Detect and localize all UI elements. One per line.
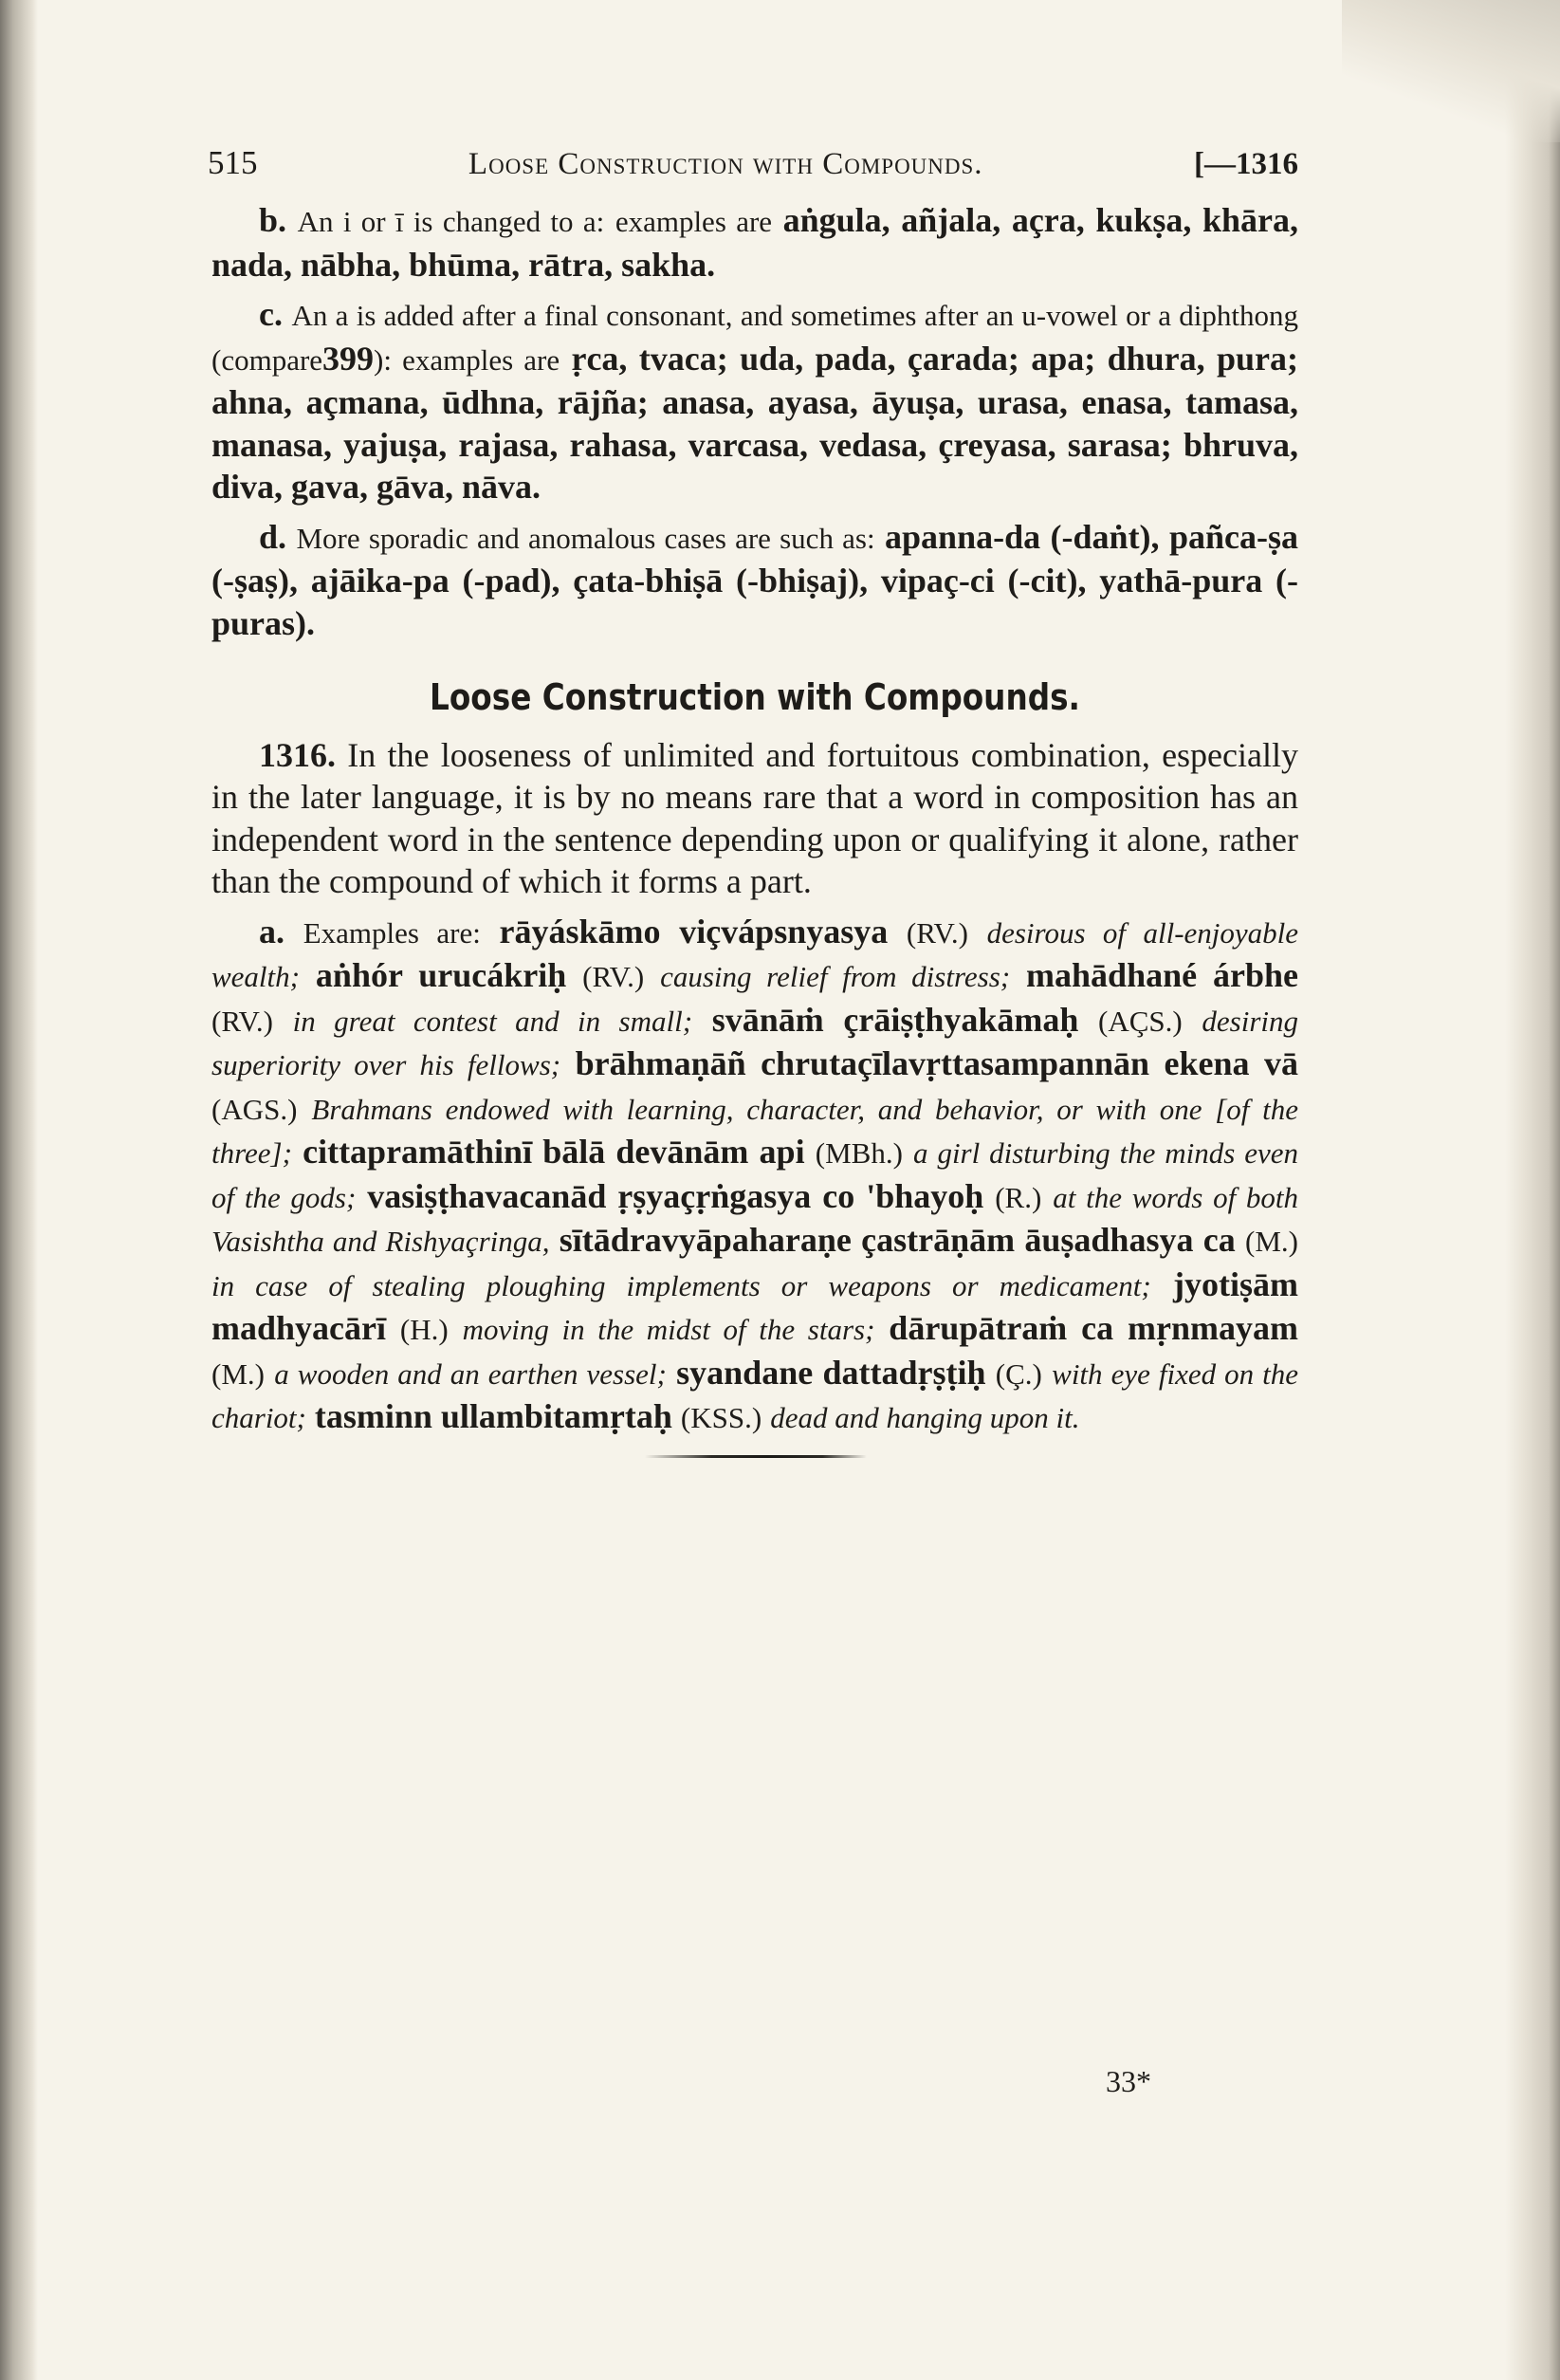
example-translation: desiring superiority over his fellows; <box>211 1004 1299 1081</box>
example-sanskrit: cittapramāthinī bālā devānām api <box>303 1133 805 1171</box>
example-sanskrit: aṅhór urucákriḥ <box>315 956 567 994</box>
example-sanskrit: vasiṣṭhavacanād ṛṣyaçṛṅgasya co 'bhayoḥ <box>367 1176 984 1215</box>
item-label-a: a. <box>259 912 284 950</box>
example-source: (RV.) <box>906 915 968 950</box>
example-source: (RV.) <box>211 1004 273 1038</box>
page-body <box>208 142 1299 1440</box>
example-translation: moving in the midst of the stars; <box>462 1313 875 1346</box>
paragraph-c-examples: ṛca, tvaca; uda, pada, çarada; apa; dhura, pura; ahna, açmana, ūdhna, rājña; anasa, ayasa, āyuṣa, urasa, enasa, tamasa, manasa, yajuṣa, rajasa, rahasa, varcasa, vedasa, çreyasa, sarasa; bhruva, diva, gava, gāva, nāva. <box>211 339 1298 506</box>
paragraph-d <box>211 516 1298 645</box>
example-sanskrit: dārupātraṁ ca mṛnmayam <box>889 1309 1299 1347</box>
example-source: (M.) <box>1245 1225 1298 1258</box>
example-translation: Brahmans endowed with learning, character, and behavior, or with one [of the three]; <box>211 1092 1299 1170</box>
example-sanskrit: mahādhané árbhe <box>1026 956 1299 994</box>
paragraph-1316-text: In the looseness of unlimited and fortuitous combination, especially in the later language, it is by no means rare that a word in composition has an independent word in the sentence depending upon or qualifying it alone, rather than the compound of which it forms a part. <box>211 735 1298 900</box>
example-source: (AÇS.) <box>1098 1004 1183 1038</box>
example-source: (H.) <box>399 1313 449 1346</box>
page-edge-left <box>0 0 38 2380</box>
example-translation: at the words of both Vasishtha and Rishyaçringa, <box>211 1180 1299 1258</box>
example-sanskrit: rāyáskāmo viçvápsnyasya <box>499 912 889 950</box>
paragraph-a-lead: Examples are: <box>303 915 481 950</box>
example-translation: dead and hanging upon it. <box>770 1401 1080 1434</box>
example-translation: in case of stealing ploughing implements or weapons or medicament; <box>211 1268 1151 1302</box>
section-end-rule <box>645 1453 867 1461</box>
signature-mark: 33* <box>1106 2064 1151 2098</box>
paragraph-b-lead: An i or ī is changed to a: <box>297 205 605 238</box>
section-heading: Loose Construction with Compounds. <box>430 676 1080 718</box>
page-edge-right <box>1505 0 1560 2380</box>
paragraph-b-examples: aṅgula, añjala, açra, kukṣa, khāra, nada, nābha, bhūma, rātra, sakha. <box>211 201 1299 284</box>
paragraph-c-ref: 399 <box>322 339 375 378</box>
item-label-b: b. <box>259 201 287 239</box>
example-sanskrit: syandane dattadṛṣṭiḥ <box>676 1353 986 1392</box>
example-translation: a wooden and an earthen vessel; <box>274 1356 667 1391</box>
horizontal-rule <box>645 1455 867 1458</box>
example-source: (Ç.) <box>995 1356 1042 1391</box>
paragraph-b <box>211 199 1298 286</box>
paragraph-c <box>211 293 1298 508</box>
example-sanskrit: svānāṁ çrāiṣṭhyakāmaḥ <box>711 1000 1079 1039</box>
example-translation: with eye fixed on the chariot; <box>211 1356 1299 1434</box>
example-sanskrit: sītādravyāpaharaṇe çastrāṇām āuṣadhasya ca <box>559 1221 1236 1259</box>
paragraph-d-lead: More sporadic and anomalous cases are such as: <box>296 521 875 555</box>
item-label-d: d. <box>259 517 287 556</box>
example-translation: causing relief from distress; <box>660 960 1011 993</box>
paragraph-a <box>211 911 1298 1440</box>
item-label-c: c. <box>259 295 283 333</box>
example-sanskrit: tasminn ullambitamṛtaḥ <box>314 1397 672 1435</box>
example-translation: desirous of all-enjoyable wealth; <box>211 915 1299 993</box>
example-translation: a girl disturbing the minds even of the gods; <box>211 1136 1299 1214</box>
paragraph-1316 <box>211 734 1298 903</box>
page-corner-fold <box>1342 0 1560 142</box>
example-sanskrit: jyotiṣām madhyacārī <box>211 1264 1299 1347</box>
example-source: (M.) <box>211 1356 265 1391</box>
running-title: Loose Construction with Compounds. <box>468 147 983 181</box>
example-translation: in great contest and in small; <box>292 1004 693 1038</box>
example-sanskrit: brāhmaṇāñ chrutaçīlavṛttasampannān ekena vā <box>575 1044 1298 1082</box>
section-reference: [—1316 <box>1193 147 1298 181</box>
running-head <box>208 142 1298 199</box>
paragraph-c-rest: ): examples are <box>374 342 560 377</box>
example-source: (KSS.) <box>680 1401 762 1434</box>
example-source: (R.) <box>995 1180 1042 1214</box>
paragraph-d-examples: apanna-da (-daṅt), pañca-ṣa (-ṣaṣ), ajāika-pa (-pad), çata-bhiṣā (-bhiṣaj), vipaç-ci (-cit), yathā-pura (-puras). <box>211 517 1299 642</box>
paragraph-c-lead: An a is added after a final consonant, and sometimes after an u-vowel or a diphthong (compare <box>211 299 1299 377</box>
example-source: (MBh.) <box>815 1136 903 1170</box>
paragraph-b-rest: examples are <box>615 205 773 238</box>
paragraph-number-1316: 1316. <box>259 735 336 774</box>
page-number: 515 <box>208 144 258 181</box>
example-source: (RV.) <box>582 960 645 993</box>
example-source: (AGS.) <box>211 1092 298 1126</box>
